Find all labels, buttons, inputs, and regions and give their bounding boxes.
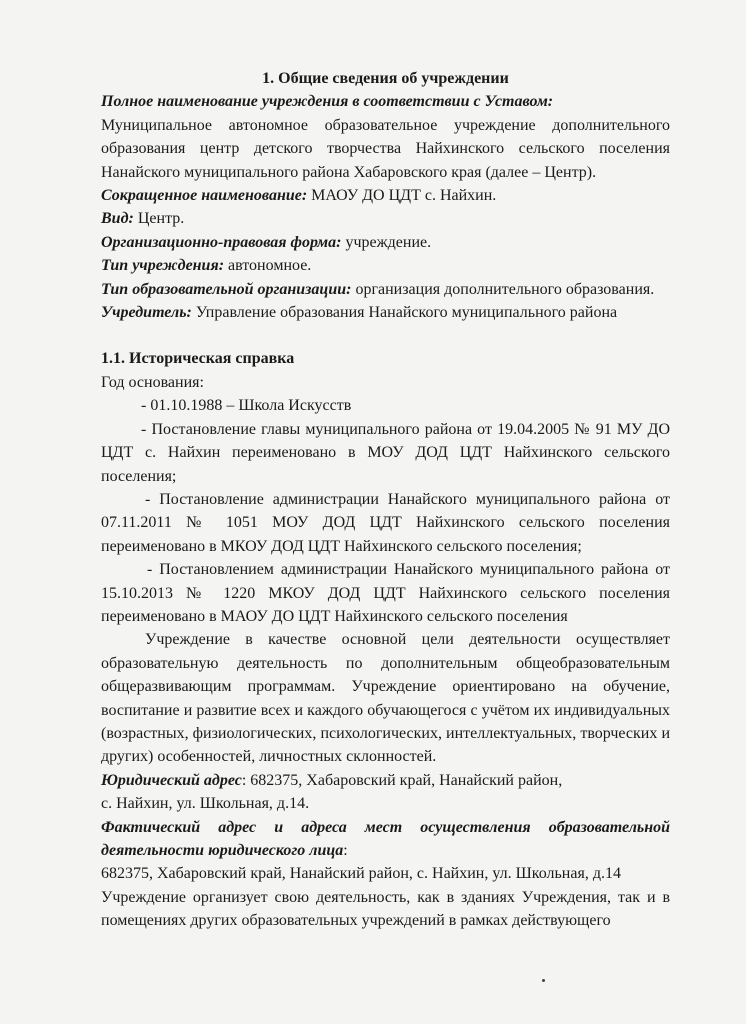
type-value: Центр. — [133, 210, 185, 228]
founder-row — [101, 301, 670, 324]
org-form-value: учреждение. — [341, 233, 432, 251]
history-heading: 1.1. Историческая справка — [101, 350, 295, 368]
full-name-label: Полное наименование учреждения в соответствии с Уставом: — [101, 93, 554, 111]
founder-label: Учредитель: — [101, 304, 192, 322]
short-name-row — [101, 184, 670, 207]
legal-address-row — [101, 769, 670, 792]
history-item: - Постановление главы муниципального района от 19.04.2005 № 91 МУ ДО ЦДТ с. Найхин переименовано в МОУ ДОД ЦДТ Найхинского сельского поселения; — [101, 420, 670, 485]
history-item: - Постановлением администрации Нанайского муниципального района от 15.10.2013 № 1220 МКОУ ДОД ЦДТ Найхинского сельского поселения переименовано в МАОУ ДО ЦДТ Найхинского сельского поселения — [101, 561, 670, 625]
inst-type-label: Тип учреждения: — [101, 257, 225, 275]
full-name-text: Муниципальное автономное образовательное учреждение дополнительного образования центр детского творчества Найхинского сельского поселения Нанайского муниципального района Хабаровского края (далее – Центр). — [101, 116, 670, 181]
actual-address-value: 682375, Хабаровский край, Нанайский район, с. Найхин, ул. Школьная, д.14 — [101, 865, 621, 883]
actual-address-label: Фактический адрес и адреса мест осуществления образовательной деятельности юридического лица — [101, 818, 670, 859]
section-heading: 1. Общие сведения об учреждении — [262, 70, 509, 87]
inst-type-value: автономное. — [224, 257, 312, 275]
activity-paragraph: Учреждение организует свою деятельность, как в зданиях Учреждения, так и в помещениях других образовательных учреждений в рамках действующего — [101, 888, 670, 930]
type-label: Вид: — [101, 210, 134, 228]
founder-value: Управление образования Нанайского муниципального района — [191, 304, 618, 322]
short-name-value: МАОУ ДО ЦДТ с. Найхин. — [307, 187, 497, 205]
spacer — [101, 324, 670, 347]
edu-org-type-value: организация дополнительного образования. — [351, 280, 655, 298]
actual-address-row — [101, 816, 670, 863]
history-item: - Постановление администрации Нанайского муниципального района от 07.11.2011 № 1051 МОУ ДОД ЦДТ Найхинского сельского поселения переименовано в МКОУ ДОД ЦДТ Найхинского сельского поселения; — [101, 490, 670, 555]
founded-label: Год основания: — [101, 373, 204, 391]
edu-org-type-row — [101, 278, 670, 301]
purpose-paragraph: Учреждение в качестве основной цели деятельности осуществляет образовательную деятельность по дополнительным общеобразовательным общеразвивающим программам. Учреждение ориентировано на обучение, воспитание и развитие всех и каждого обучающегося с учётом их индивидуальных (возрастных, физиологических, психологических, интеллектуальных, творческих и других) особенностей, личностных склонностей. — [101, 631, 670, 766]
type-row — [101, 207, 670, 230]
org-form-row — [101, 231, 670, 254]
legal-address-line2: с. Найхин, ул. Школьная, д.14. — [101, 795, 310, 813]
short-name-label: Сокращенное наименование: — [101, 187, 308, 205]
scan-speck — [542, 979, 545, 982]
org-form-label: Организационно-правовая форма: — [101, 233, 342, 251]
edu-org-type-label: Тип образовательной организации: — [101, 280, 352, 298]
legal-address-label: Юридический адрес — [101, 771, 242, 789]
history-item: - 01.10.1988 – Школа Искусств — [141, 397, 352, 415]
actual-address-colon: : — [343, 842, 348, 859]
legal-address-value: : 682375, Хабаровский край, Нанайский район, — [241, 771, 563, 789]
inst-type-row — [101, 254, 670, 277]
